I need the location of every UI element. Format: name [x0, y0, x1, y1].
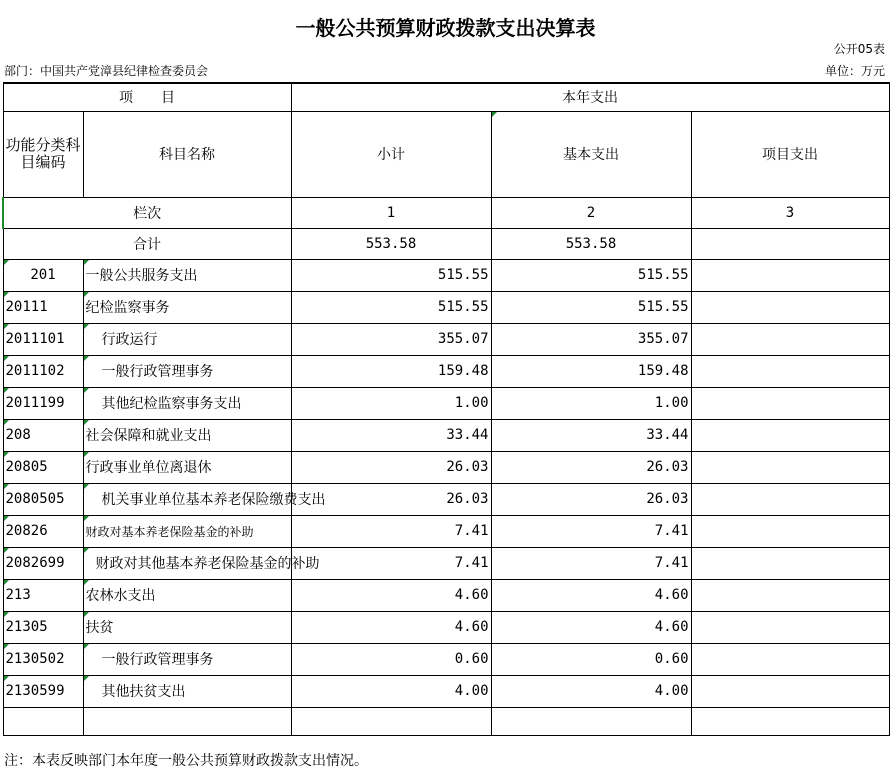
code-cell — [3, 707, 83, 735]
project-cell — [691, 547, 889, 579]
subtotal-cell: 4.60 — [291, 579, 491, 611]
index-row — [3, 197, 889, 228]
table-row — [3, 675, 889, 707]
code-cell: 2080505 — [3, 483, 83, 515]
table-row — [3, 419, 889, 451]
index-1-cell: 1 — [291, 197, 491, 228]
name-cell: 其他扶贫支出 — [83, 675, 291, 707]
table-row — [3, 483, 889, 515]
subtotal-cell: 4.00 — [291, 675, 491, 707]
basic-cell: 7.41 — [491, 515, 691, 547]
header-project-cell: 项目支出 — [691, 111, 889, 197]
code-cell: 20826 — [3, 515, 83, 547]
header-name-cell: 科目名称 — [83, 111, 291, 197]
index-label-cell: 栏次 — [3, 197, 291, 228]
table-row — [3, 451, 889, 483]
table-row — [3, 547, 889, 579]
name-cell: 行政事业单位离退休 — [83, 451, 291, 483]
subtotal-cell: 7.41 — [291, 515, 491, 547]
table-row — [3, 291, 889, 323]
name-cell — [83, 707, 291, 735]
expenditure-table — [2, 82, 890, 736]
header-subtotal-cell: 小计 — [291, 111, 491, 197]
basic-cell: 7.41 — [491, 547, 691, 579]
header-basic-cell: 基本支出 — [491, 111, 691, 197]
basic-cell: 4.60 — [491, 611, 691, 643]
basic-cell: 26.03 — [491, 483, 691, 515]
name-cell: 纪检监察事务 — [83, 291, 291, 323]
table-row — [3, 611, 889, 643]
project-cell — [691, 419, 889, 451]
project-cell — [691, 451, 889, 483]
table-row — [3, 387, 889, 419]
table-row — [3, 579, 889, 611]
project-cell — [691, 611, 889, 643]
basic-cell: 0.60 — [491, 643, 691, 675]
subtotal-cell: 26.03 — [291, 483, 491, 515]
project-cell — [691, 643, 889, 675]
code-cell: 2011101 — [3, 323, 83, 355]
basic-cell: 4.00 — [491, 675, 691, 707]
name-cell: 一般公共服务支出 — [83, 259, 291, 291]
index-2-cell: 2 — [491, 197, 691, 228]
index-3-cell: 3 — [691, 197, 889, 228]
code-cell: 201 — [3, 259, 83, 291]
project-cell — [691, 515, 889, 547]
name-cell: 机关事业单位基本养老保险缴费支出 — [83, 483, 291, 515]
code-cell: 20805 — [3, 451, 83, 483]
project-cell — [691, 483, 889, 515]
name-cell: 扶贫 — [83, 611, 291, 643]
name-cell: 一般行政管理事务 — [83, 643, 291, 675]
table-row — [3, 707, 889, 735]
table-row — [3, 259, 889, 291]
total-subtotal-cell: 553.58 — [291, 228, 491, 259]
subtotal-cell: 26.03 — [291, 451, 491, 483]
code-cell: 213 — [3, 579, 83, 611]
basic-cell: 33.44 — [491, 419, 691, 451]
subtotal-cell: 33.44 — [291, 419, 491, 451]
subtotal-cell: 0.60 — [291, 643, 491, 675]
form-number: 公开05表 — [833, 42, 885, 56]
project-cell — [691, 291, 889, 323]
name-cell: 行政运行 — [83, 323, 291, 355]
header-year-expense-cell: 本年支出 — [291, 83, 889, 111]
subtotal-cell: 515.55 — [291, 259, 491, 291]
code-cell: 2011102 — [3, 355, 83, 387]
project-cell — [691, 579, 889, 611]
table-row — [3, 643, 889, 675]
code-cell: 208 — [3, 419, 83, 451]
code-cell: 2130599 — [3, 675, 83, 707]
name-cell: 一般行政管理事务 — [83, 355, 291, 387]
code-cell: 21305 — [3, 611, 83, 643]
subtotal-cell — [291, 707, 491, 735]
name-cell: 财政对其他基本养老保险基金的补助 — [83, 547, 291, 579]
basic-cell: 515.55 — [491, 259, 691, 291]
name-cell: 财政对基本养老保险基金的补助 — [83, 515, 291, 547]
total-label-cell: 合计 — [3, 228, 291, 259]
subtotal-cell: 159.48 — [291, 355, 491, 387]
name-cell: 农林水支出 — [83, 579, 291, 611]
subtotal-cell: 515.55 — [291, 291, 491, 323]
basic-cell: 355.07 — [491, 323, 691, 355]
code-cell: 2011199 — [3, 387, 83, 419]
total-basic-cell: 553.58 — [491, 228, 691, 259]
basic-cell: 1.00 — [491, 387, 691, 419]
project-cell — [691, 387, 889, 419]
department-label: 部门：中国共产党漳县纪律检查委员会 — [4, 64, 209, 78]
table-row — [3, 323, 889, 355]
header-code-cell: 功能分类科目编码 — [3, 111, 83, 197]
header-row-2 — [3, 111, 889, 197]
total-row — [3, 228, 889, 259]
subtotal-cell: 7.41 — [291, 547, 491, 579]
basic-cell: 515.55 — [491, 291, 691, 323]
project-cell — [691, 675, 889, 707]
subtotal-cell: 1.00 — [291, 387, 491, 419]
project-cell — [691, 259, 889, 291]
table-row — [3, 515, 889, 547]
code-cell: 20111 — [3, 291, 83, 323]
page-title: 一般公共预算财政拨款支出决算表 — [295, 16, 596, 40]
unit-label: 单位：万元 — [824, 64, 885, 78]
subtotal-cell: 355.07 — [291, 323, 491, 355]
project-cell — [691, 355, 889, 387]
subtotal-cell: 4.60 — [291, 611, 491, 643]
basic-cell — [491, 707, 691, 735]
header-item-cell: 项 目 — [3, 83, 291, 111]
code-cell: 2082699 — [3, 547, 83, 579]
project-cell — [691, 707, 889, 735]
basic-cell: 26.03 — [491, 451, 691, 483]
name-cell: 其他纪检监察事务支出 — [83, 387, 291, 419]
header-row-1 — [3, 83, 889, 111]
total-project-cell — [691, 228, 889, 259]
project-cell — [691, 323, 889, 355]
footer-note: 注：本表反映部门本年度一般公共预算财政拨款支出情况。 — [4, 753, 368, 769]
table-row — [3, 355, 889, 387]
basic-cell: 4.60 — [491, 579, 691, 611]
name-cell: 社会保障和就业支出 — [83, 419, 291, 451]
basic-cell: 159.48 — [491, 355, 691, 387]
code-cell: 2130502 — [3, 643, 83, 675]
